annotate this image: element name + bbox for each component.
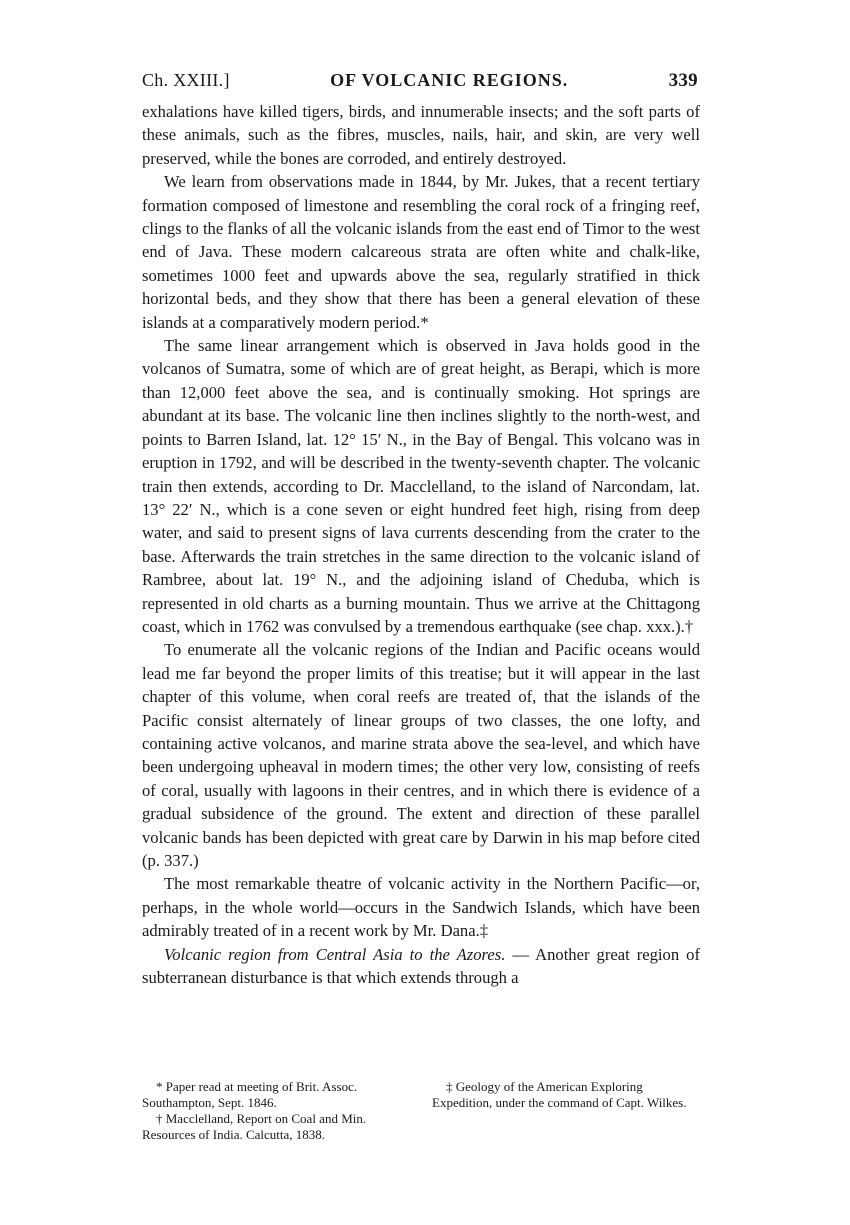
footnote: † Macclelland, Report on Coal and Min. Resources of India. Calcutta, 1838. (142, 1111, 367, 1142)
paragraph-section-start (142, 943, 700, 990)
footnotes-right-column (432, 1079, 700, 1143)
paragraph: We learn from observations made in 1844, by Mr. Jukes, that a recent tertiary formation composed of limestone and resembling the coral rock of a fringing reef, clings to the flanks of all the volcanic islands from the east end of Timor to the west end of Java. These modern calcareous strata are often white and chalk-like, sometimes 1000 feet and upwards above the sea, regularly stratified in thick horizontal beds, and they show that there has been a general elevation of these islands at a comparatively modern period.* (142, 172, 700, 332)
paragraph: The same linear arrangement which is observed in Java holds good in the volcanos of Sumatra, some of which are of great height, as Berapi, which is more than 12,000 feet above the sea, and is continually smoking. Hot springs are abundant at its base. The volcanic line then inclines slightly to the north-west, and points to Barren Island, lat. 12° 15′ N., in the Bay of Bengal. This volcano was in eruption in 1792, and will be described in the twenty-seventh chapter. The volcanic train then extends, according to Dr. Macclelland, to the island of Narcondam, lat. 13° 22′ N., which is a cone seven or eight hundred feet high, rising from deep water, and said to present signs of lava currents descending from the crater to the base. Afterwards the train stretches in the same direction to the volcanic island of Rambree, about lat. 19° N., and the adjoining island of Cheduba, which is represented in old charts as a burning mountain. Thus we arrive at the Chittagong coast, which in 1762 was convulsed by a tremendous earthquake (see chap. xxx.).† (142, 336, 700, 636)
footnote: * Paper read at meeting of Brit. Assoc. Southampton, Sept. 1846. (142, 1079, 358, 1110)
section-heading: Volcanic region from Central Asia to the Azores. (164, 944, 506, 964)
body-text (142, 100, 700, 989)
footnotes (142, 1079, 700, 1143)
section-text: — Another great region of subterranean disturbance is that which extends through a (142, 944, 700, 988)
paragraph: To enumerate all the volcanic regions of the Indian and Pacific oceans would lead me far beyond the proper limits of this treatise; but it will appear in the last chapter of this volume, when coral reefs are treated of, that the islands of the Pacific consist alternately of linear groups of two classes, the one lofty, and containing active volcanos, and marine strata above the sea-level, and which have been undergoing upheaval in modern times; the other very low, consisting of reefs of coral, usually with lagoons in their centres, and in which there is evidence of a gradual subsidence of the ground. The extent and direction of these parallel volcanic bands has been depicted with great care by Darwin in his map before cited (p. 337.) (142, 640, 700, 870)
running-head (142, 70, 698, 92)
paragraph: The most remarkable theatre of volcanic activity in the Northern Pacific—or, perhaps, in the whole world—occurs in the Sandwich Islands, which have been admirably treated of in a recent work by Mr. Dana.‡ (142, 874, 700, 941)
paragraph-continued: exhalations have killed tigers, birds, and innumerable insects; and the soft parts of these animals, such as the fibres, muscles, nails, hair, and skin, are very well preserved, while the bones are corroded, and entirely destroyed. (142, 102, 700, 168)
page-number: 339 (668, 70, 698, 91)
chapter-label: Ch. XXIII.] (142, 70, 230, 90)
footnote: ‡ Geology of the American Exploring Expedition, under the command of Capt. Wilkes. (432, 1079, 687, 1110)
running-title: OF VOLCANIC REGIONS. (330, 70, 569, 90)
footnotes-left-column (142, 1079, 422, 1143)
